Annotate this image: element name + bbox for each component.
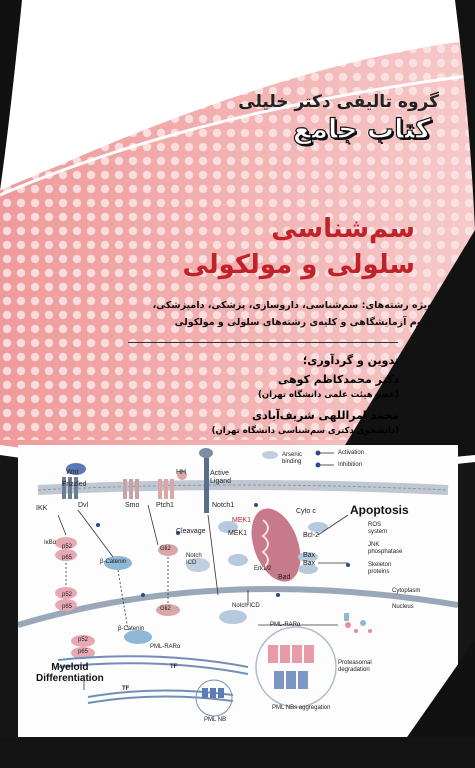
label-notch1: Notch1 [212, 502, 235, 509]
label-bad: Bad [278, 574, 291, 581]
label-notch-icd2: Notch ICD [232, 603, 260, 609]
pml-aggregation-icon [256, 627, 336, 707]
label-apoptosis: Apoptosis [350, 503, 409, 517]
label-active-ligand: Active Ligand [210, 470, 232, 485]
label-mek1: MEK1 [228, 530, 248, 537]
author1-affiliation: (عضو هیئت علمی دانشگاه تهران) [257, 390, 399, 400]
label-myeloid-differentiation: Myeloid Differentiation [36, 662, 104, 684]
label-dvl: Dvl [78, 502, 89, 509]
label-cytoc: Cyto c [296, 508, 316, 515]
label-hh: HH [176, 469, 187, 476]
label-tf: TF [170, 664, 178, 670]
subtitle-line2: علوم آزمایشگاهی و کلیه‌ی رشته‌های سلولی و مولکولی [174, 317, 433, 328]
label-p52-2: p52 [62, 592, 73, 598]
label-wnt: Wnt [66, 469, 79, 476]
brand-logo: کتاب جامع [292, 114, 431, 145]
label-proteasomal-degradation: Proteasomal degradation [338, 660, 372, 673]
label-jnk-phosphatase: JNK phosphatase [368, 542, 403, 555]
label-bax: Bax Bax [303, 552, 316, 567]
label-activation: Activation [338, 450, 365, 456]
proteasome-icon [344, 613, 372, 633]
compiled-by: تدوین و گردآوری؛ [302, 354, 399, 367]
label-ikba: IκBα [44, 540, 57, 546]
label-ros-system: ROS system [368, 522, 388, 535]
label-p65-1: p65 [62, 555, 73, 561]
label-skeleton-proteins: Skeleton proteins [368, 562, 392, 575]
label-frizzled: Frizzled [62, 481, 87, 488]
label-nucleus: Nucleus [392, 604, 414, 610]
author2-affiliation: (دانشجوی دکتری سم‌شناسی دانشگاه تهران) [211, 426, 399, 436]
label-p52-1: p52 [62, 544, 73, 550]
book-title-line1: سم‌شناسی [271, 214, 415, 244]
label-ptch1: Ptch1 [156, 502, 174, 509]
label-smo: Smo [125, 502, 140, 509]
label-arsenic-binding: Arsenic binding [282, 452, 303, 465]
label-cleavage: Cleavage [176, 528, 206, 535]
label-notch-icd: Notch ICD [186, 553, 202, 566]
label-pml-rara2: PML-RARα [270, 622, 301, 628]
label-pml-aggregation: PML NBs aggregation [272, 705, 331, 711]
label-p52-3: p52 [78, 637, 89, 643]
label-pml-rara: PML-RARα [150, 644, 181, 650]
divider [128, 342, 398, 343]
label-mek1-red: MEK1 [232, 517, 252, 524]
label-pml-nb: PML NB [204, 717, 227, 723]
book-title-line2: سلولی و مولکولی [182, 250, 415, 280]
label-p65-3: p65 [78, 649, 89, 655]
author2-name: محمد امراللهی شریف‌آبادی [252, 409, 399, 422]
label-gli2: Gli2 [160, 546, 171, 552]
label-beta-catenin-b: β-Catenin [118, 626, 145, 632]
subtitle-line1: ویژه رشته‌های: سم‌شناسی، داروسازی، پزشکی، دامپزشکی، [152, 300, 433, 311]
smo-receptor [123, 479, 139, 499]
author1-name: دکتر محمدکاظم کوهی [277, 373, 399, 386]
label-beta-catenin: β-Catenin [100, 559, 127, 565]
label-tf2: TF [122, 686, 130, 692]
label-inhibition: Inhibition [338, 462, 363, 468]
label-cytoplasm: Cytoplasm [392, 588, 421, 594]
label-bcl2: Bcl-2 [303, 532, 319, 539]
author-group: گروه تالیفی دکتر خلیلی [238, 92, 439, 112]
label-p65-2: p65 [62, 604, 73, 610]
label-gli2-b: Gli2 [160, 606, 171, 612]
label-erk12: Erk1/2 [254, 566, 272, 572]
label-ikk: IKK [36, 505, 48, 512]
